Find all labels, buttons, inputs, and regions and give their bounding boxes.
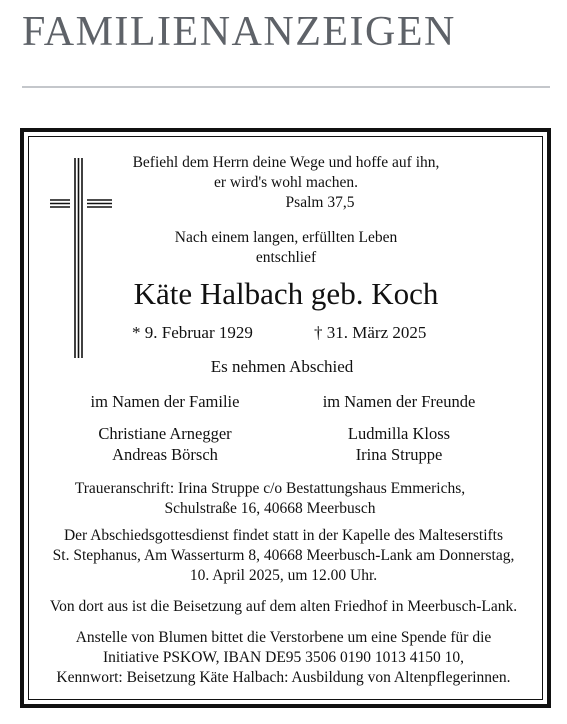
service-line: Der Abschiedsgottesdienst findet statt in der Kapelle des Malteserstifts [63,527,504,544]
donation-line: Initiative PSKOW, IBAN DE95 3506 0190 1013 4150 10, [102,649,465,666]
death-date: † 31. März 2025 [314,323,427,342]
address-line: Schulstraße 16, 40668 Meerbusch [164,500,376,517]
family-mourner: Christiane Arnegger [98,424,232,443]
section-title: FAMILIENANZEIGEN [22,9,456,55]
service-line: 10. April 2025, um 12.00 Uhr. [189,567,378,584]
address-line: Traueranschrift: Irina Struppe c/o Bestattungshaus Emmerichs, [74,480,466,497]
section-divider [22,86,550,88]
birth-date: * 9. Februar 1929 [132,323,253,342]
service-line: St. Stephanus, Am Wasserturm 8, 40668 Meerbusch-Lank am Donnerstag, [52,547,515,564]
friends-mourner: Ludmilla Kloss [347,424,451,443]
donation-line: Kennwort: Beisetzung Käte Halbach: Ausbildung von Altenpflegerinnen. [56,669,511,686]
family-heading: im Namen der Familie [90,392,240,411]
farewell-heading: Es nehmen Abschied [210,357,354,376]
verse-line: Befiehl dem Herrn deine Wege und hoffe auf ihn, [132,154,440,171]
intro-line: entschlief [255,249,317,266]
friends-mourner: Irina Struppe [355,445,443,464]
verse-line: er wird's wohl machen. [214,174,358,191]
verse-reference: Psalm 37,5 [285,194,355,211]
intro-line: Nach einem langen, erfüllten Leben [174,229,398,246]
deceased-name: Käte Halbach geb. Koch [133,276,439,311]
burial-line: Von dort aus ist die Beisetzung auf dem alten Friedhof in Meerbusch-Lank. [49,598,518,615]
friends-column [279,391,519,465]
friends-heading: im Namen der Freunde [322,392,476,411]
family-column [45,391,285,465]
family-mourner: Andreas Börsch [112,445,218,464]
donation-line: Anstelle von Blumen bittet die Verstorbene um eine Spende für die [75,629,492,646]
